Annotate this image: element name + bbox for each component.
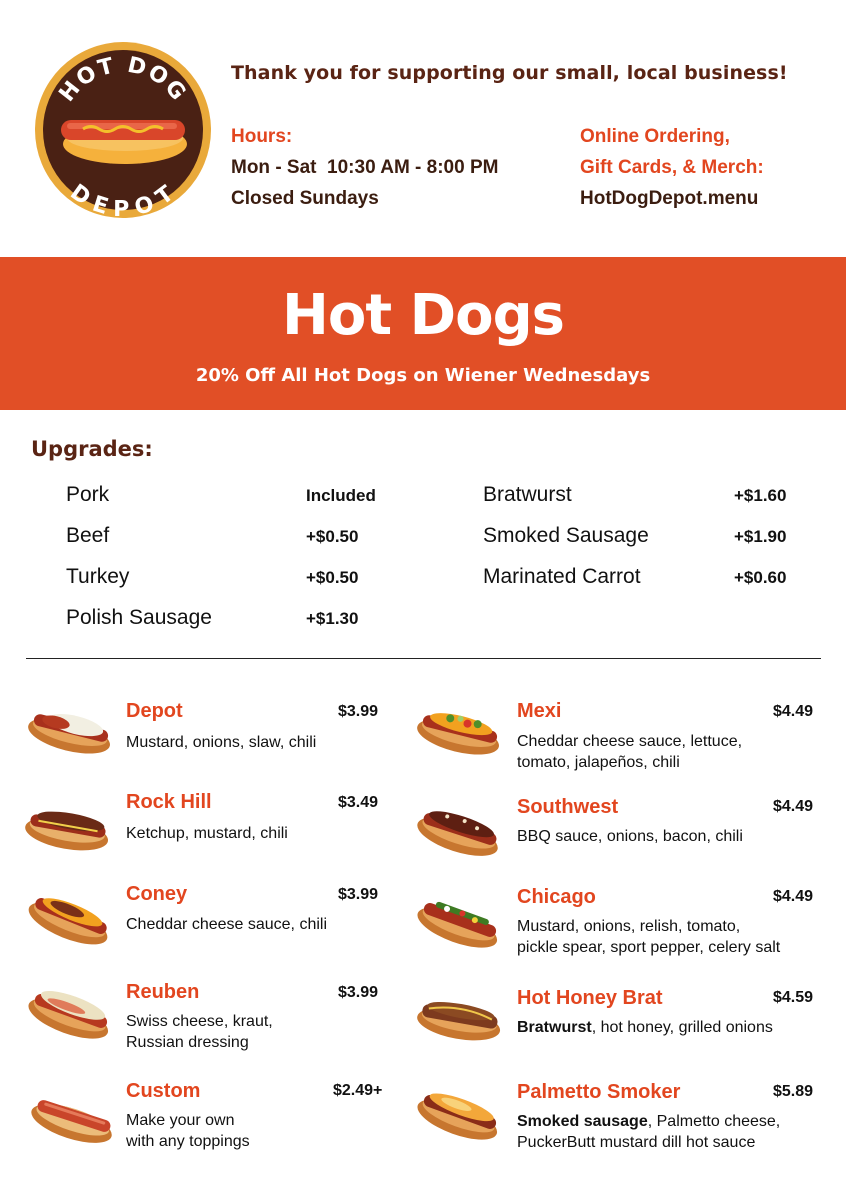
reuben-hot-dog-image — [25, 975, 117, 1047]
upgrade-name: Pork — [66, 483, 110, 506]
upgrade-price: +$1.60 — [734, 486, 787, 505]
upgrade-price: +$0.50 — [306, 568, 359, 587]
custom-hot-dog-image — [28, 1080, 120, 1152]
menu-item-description: Mustard, onions, slaw, chili — [126, 734, 317, 751]
menu-item-price: $2.49+ — [333, 1082, 383, 1099]
menu-item-description: Ketchup, mustard, chili — [126, 825, 288, 842]
menu-item-description-line1 — [517, 1111, 780, 1132]
menu-item-description-rest: , hot honey, grilled onions — [591, 1019, 773, 1036]
online-ordering-line1: Online Ordering, — [580, 126, 730, 147]
menu-item-price: $4.49 — [773, 888, 814, 905]
menu-item-description-line1: Cheddar cheese sauce, lettuce, — [517, 733, 743, 750]
hours-block — [231, 121, 498, 214]
menu-item-description — [126, 1110, 250, 1152]
menu-item-description-line1: Mustard, onions, relish, tomato, — [517, 918, 741, 935]
depot-hot-dog-image — [25, 692, 117, 764]
menu-item-description — [517, 1111, 780, 1153]
menu-item-description-line1: Make your own — [126, 1112, 235, 1129]
menu-item-name: Southwest — [517, 796, 619, 818]
menu-item-description — [517, 1017, 773, 1038]
online-ordering-line2: Gift Cards, & Merch: — [580, 157, 764, 178]
menu-item-description: Cheddar cheese sauce, chili — [126, 916, 328, 933]
logo-text-bottom: DEPOT — [65, 179, 181, 220]
menu-item-description — [126, 1011, 273, 1053]
logo-text-top: HOT DOG — [54, 52, 192, 107]
menu-item-price: $4.59 — [773, 989, 814, 1006]
rock-hill-hot-dog-image — [22, 790, 114, 862]
upgrade-name: Beef — [66, 524, 110, 547]
upgrade-price: +$0.50 — [306, 527, 359, 546]
menu-item-price: $5.89 — [773, 1083, 814, 1100]
section-title: Hot Dogs — [282, 283, 564, 348]
menu-item-price: $4.49 — [773, 703, 814, 720]
menu-item-name: Mexi — [517, 700, 562, 722]
menu-item-description-bold: Smoked sausage — [517, 1113, 648, 1130]
upgrade-name: Turkey — [66, 565, 130, 588]
upgrade-price: +$1.90 — [734, 527, 787, 546]
menu-item-name: Hot Honey Brat — [517, 987, 663, 1009]
menu-item-price: $3.99 — [338, 703, 379, 720]
upgrade-name: Bratwurst — [483, 483, 572, 506]
hot-dog-depot-logo — [33, 40, 213, 220]
menu-item-description-line2: pickle spear, sport pepper, celery salt — [517, 939, 781, 956]
upgrade-price: Included — [306, 486, 376, 505]
palmetto-smoker-image — [414, 1076, 506, 1148]
menu-item-name: Depot — [126, 700, 183, 722]
chicago-hot-dog-image — [414, 884, 506, 956]
online-ordering-block — [580, 121, 764, 214]
coney-hot-dog-image — [25, 880, 117, 952]
menu-item-description-line1: Swiss cheese, kraut, — [126, 1013, 273, 1030]
upgrades-heading: Upgrades: — [31, 437, 153, 461]
menu-item-description-bold: Bratwurst — [517, 1019, 592, 1036]
menu-item-price: $3.99 — [338, 886, 379, 903]
menu-item-description-line2: tomato, jalapeños, chili — [517, 754, 680, 771]
menu-item-name: Reuben — [126, 981, 200, 1003]
menu-item-description-rest: , Palmetto cheese, — [647, 1113, 781, 1130]
menu-item-name: Custom — [126, 1080, 201, 1102]
menu-item-name: Palmetto Smoker — [517, 1081, 681, 1103]
southwest-hot-dog-image — [414, 793, 506, 865]
menu-item-description — [517, 916, 780, 958]
upgrade-price: +$0.60 — [734, 568, 787, 587]
section-subtitle: 20% Off All Hot Dogs on Wiener Wednesdays — [195, 365, 651, 386]
upgrade-name: Marinated Carrot — [483, 565, 641, 588]
menu-item-price: $3.49 — [338, 794, 379, 811]
menu-item-description-line2: Russian dressing — [126, 1034, 249, 1051]
menu-item-name: Rock Hill — [126, 791, 212, 813]
hot-honey-brat-image — [414, 980, 506, 1052]
hours-label: Hours: — [231, 126, 293, 147]
thank-you-message: Thank you for supporting our small, local business! — [231, 62, 788, 84]
section-divider — [26, 658, 821, 659]
menu-item-description-line2: with any toppings — [126, 1133, 250, 1150]
hours-closed: Closed Sundays — [231, 188, 379, 209]
menu-item-price: $4.49 — [773, 798, 814, 815]
upgrade-price: +$1.30 — [306, 609, 359, 628]
menu-item-description-line2: PuckerButt mustard dill hot sauce — [517, 1134, 756, 1151]
upgrade-name: Smoked Sausage — [483, 524, 649, 547]
menu-item-name: Chicago — [517, 886, 596, 908]
menu-item-description — [517, 731, 742, 773]
menu-item-description: BBQ sauce, onions, bacon, chili — [517, 828, 743, 845]
mexi-hot-dog-image — [414, 693, 506, 765]
menu-item-price: $3.99 — [338, 984, 379, 1001]
upgrade-name: Polish Sausage — [66, 606, 212, 629]
hours-days: Mon - Sat 10:30 AM - 8:00 PM — [231, 157, 499, 178]
menu-item-name: Coney — [126, 883, 188, 905]
website-link[interactable]: HotDogDepot.menu — [580, 188, 759, 209]
